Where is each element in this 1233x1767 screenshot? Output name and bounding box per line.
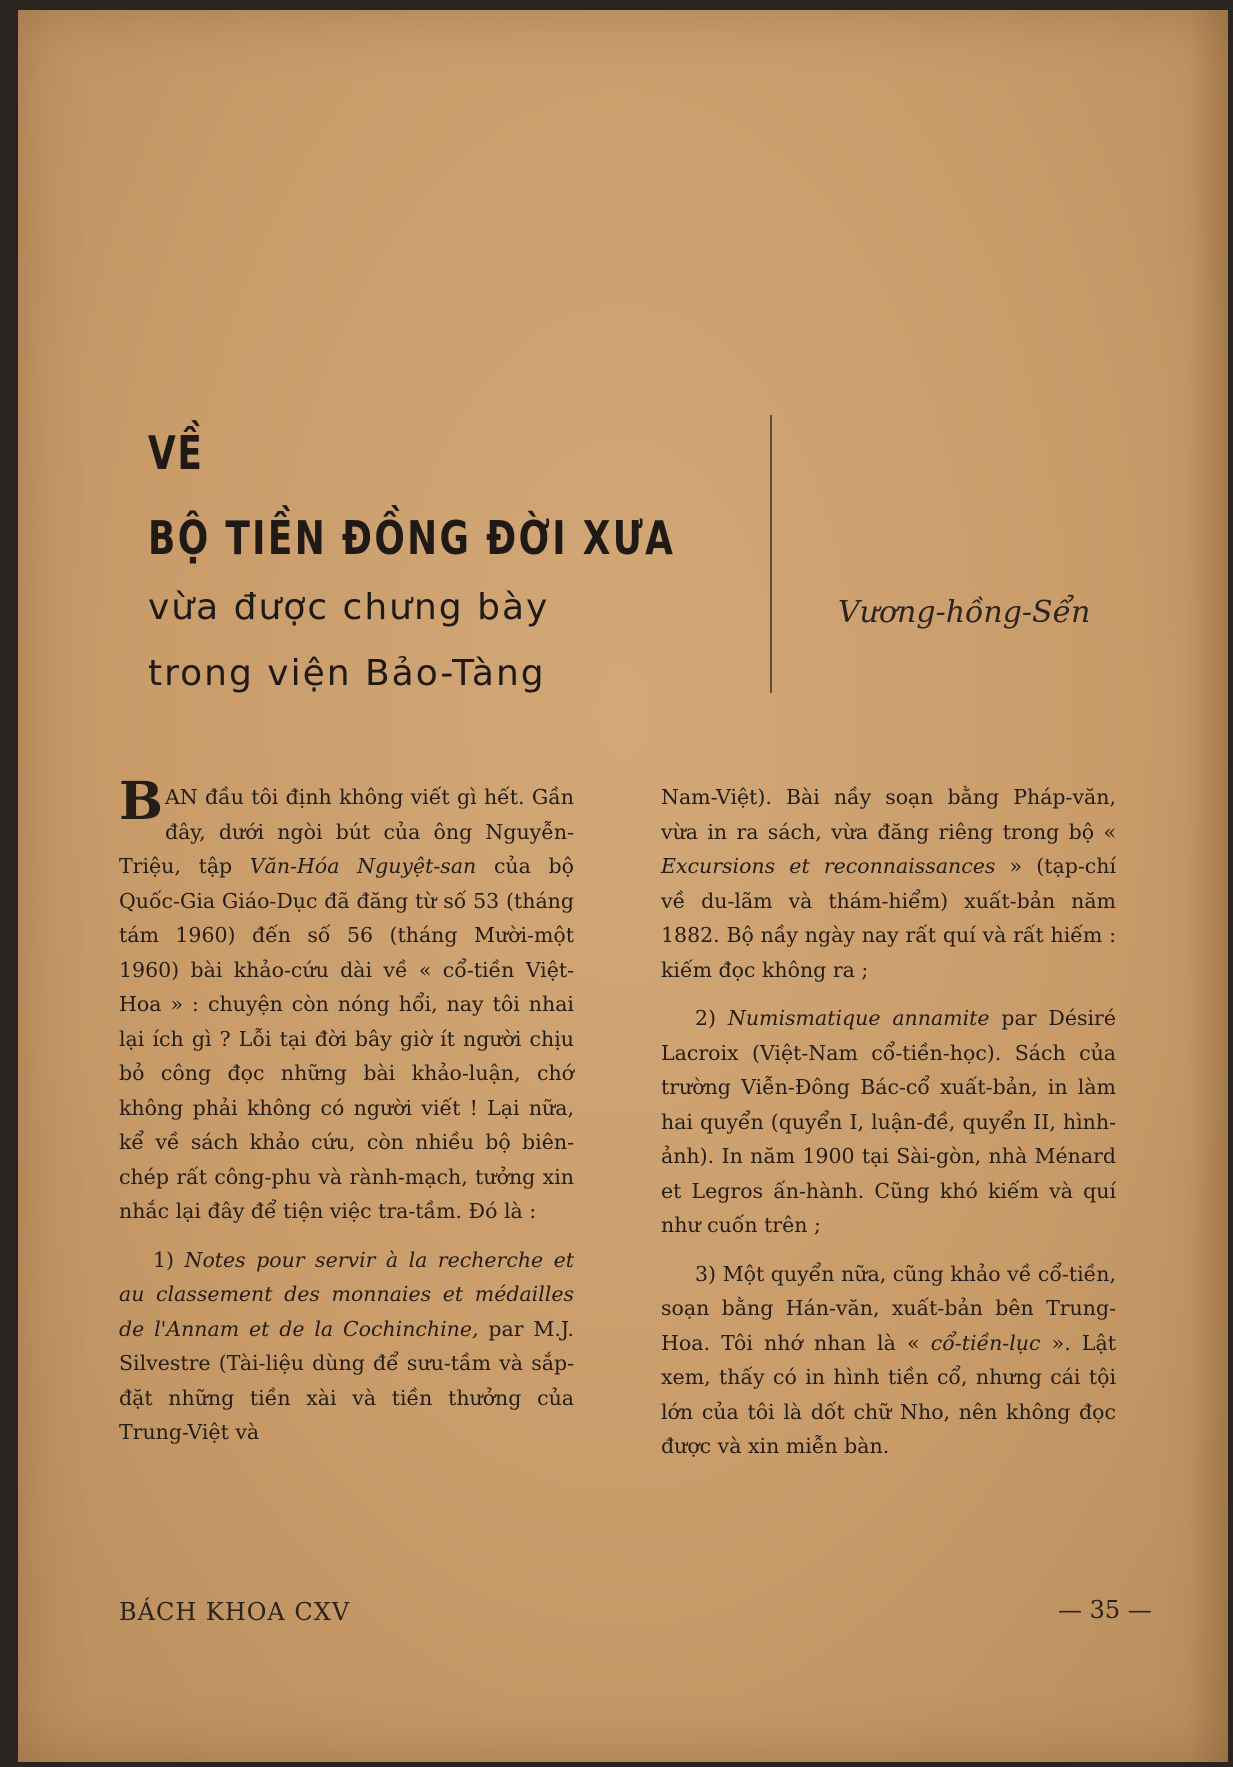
- reference-item-3: [661, 1257, 1116, 1464]
- reference-item-2: [661, 1001, 1116, 1243]
- paragraph-text-cont: » (tạp-chí về du-lãm và thám-hiểm) xuất-bản năm 1882. Bộ nầy ngày nay rất quí và rất hiếm : kiếm đọc không ra ;: [661, 854, 1117, 982]
- author-signature: Vương-hồng-Sển: [838, 595, 1091, 630]
- item-number: 1): [153, 1247, 185, 1272]
- paragraph-text: Nam-Việt). Bài nầy soạn bằng Pháp-văn, vừa in ra sách, vừa đăng riêng trong bộ «: [661, 785, 1116, 844]
- publication-name: BÁCH KHOA CXV: [119, 1598, 351, 1626]
- item-text: par M.J. Silvestre (Tài-liệu dùng để sưu-tầm và sắp-đặt những tiền xài và tiền thưởng của Trung-Việt và: [119, 1316, 574, 1444]
- book-title: cổ-tiền-lục: [930, 1330, 1041, 1355]
- book-title: Notes pour servir à la recherche et au classement des monnaies et médailles de l'Annam et de la Cochinchine,: [119, 1247, 574, 1341]
- opening-paragraph: [119, 771, 575, 1229]
- lead-word: AN: [164, 785, 198, 809]
- journal-title: Excursions et reconnaissances: [661, 854, 996, 878]
- article-subtitle-line2: trong viện Bảo-Tàng: [148, 653, 546, 694]
- drop-cap: B: [119, 771, 163, 832]
- item-text: Một quyển nữa, cũng khảo về cổ-tiền, soạn bằng Hán-văn, xuất-bản bên Trung-Hoa. Tôi nhớ nhan là «: [661, 1261, 1116, 1355]
- item-text-cont: ». Lật xem, thấy có in hình tiền cổ, nhưng cái tội lớn của tôi là dốt chữ Nho, nên không đọc được và xin miễn bàn.: [661, 1330, 1116, 1458]
- item-text: par Désiré Lacroix (Việt-Nam cổ-tiền-học). Sách của trường Viễn-Đông Bác-cổ xuất-bản, in làm hai quyển (quyển I, luận-đề, quyển II, hình-ảnh). In năm 1900 tại Sài-gòn, nhà Ménard et Legros ấn-hành. Cũng khó kiếm và quí như cuốn trên ;: [661, 1006, 1116, 1237]
- journal-title: Văn-Hóa Nguyệt-san: [249, 854, 477, 878]
- header-divider: [770, 415, 772, 693]
- page-number: — 35 —: [1058, 1596, 1152, 1624]
- article-header: [148, 425, 708, 705]
- reference-item-1: [119, 1243, 574, 1450]
- article-subtitle-line1: vừa được chưng bày: [148, 587, 550, 628]
- article-title: BỘ TIỀN ĐỒNG ĐỜI XƯA: [148, 511, 676, 565]
- item-number: 3): [695, 1261, 723, 1286]
- title-prefix: VỀ: [148, 426, 204, 480]
- continued-paragraph: [661, 780, 1116, 987]
- left-column: [119, 771, 575, 1450]
- item-number: 2): [695, 1006, 728, 1030]
- right-column: [661, 780, 1116, 1464]
- paragraph-text-cont: của bộ Quốc-Gia Giáo-Dục đã đăng từ số 53 (tháng tám 1960) đến số 56 (tháng Mười-một 1960) bài khảo-cứu dài về « cổ-tiền Việt-Hoa » : chuyện còn nóng hổi, nay tôi nhai lại ích gì ? Lỗi tại đời bây giờ ít người chịu bỏ công đọc những bài khảo-luận, chớ không phải không có người viết ! Lại nữa, kể về sách khảo cứu, còn nhiều bộ biên-chép rất công-phu và rành-mạch, tưởng xin nhắc lại đây để tiện việc tra-tầm. Đó là :: [119, 854, 575, 1223]
- paragraph-text: đầu tôi định không viết gì hết. Gần đây, dưới ngòi bút của ông Nguyễn-Triệu, tập: [119, 785, 574, 878]
- magazine-page: [18, 10, 1228, 1762]
- book-title: Numismatique annamite: [727, 1006, 990, 1030]
